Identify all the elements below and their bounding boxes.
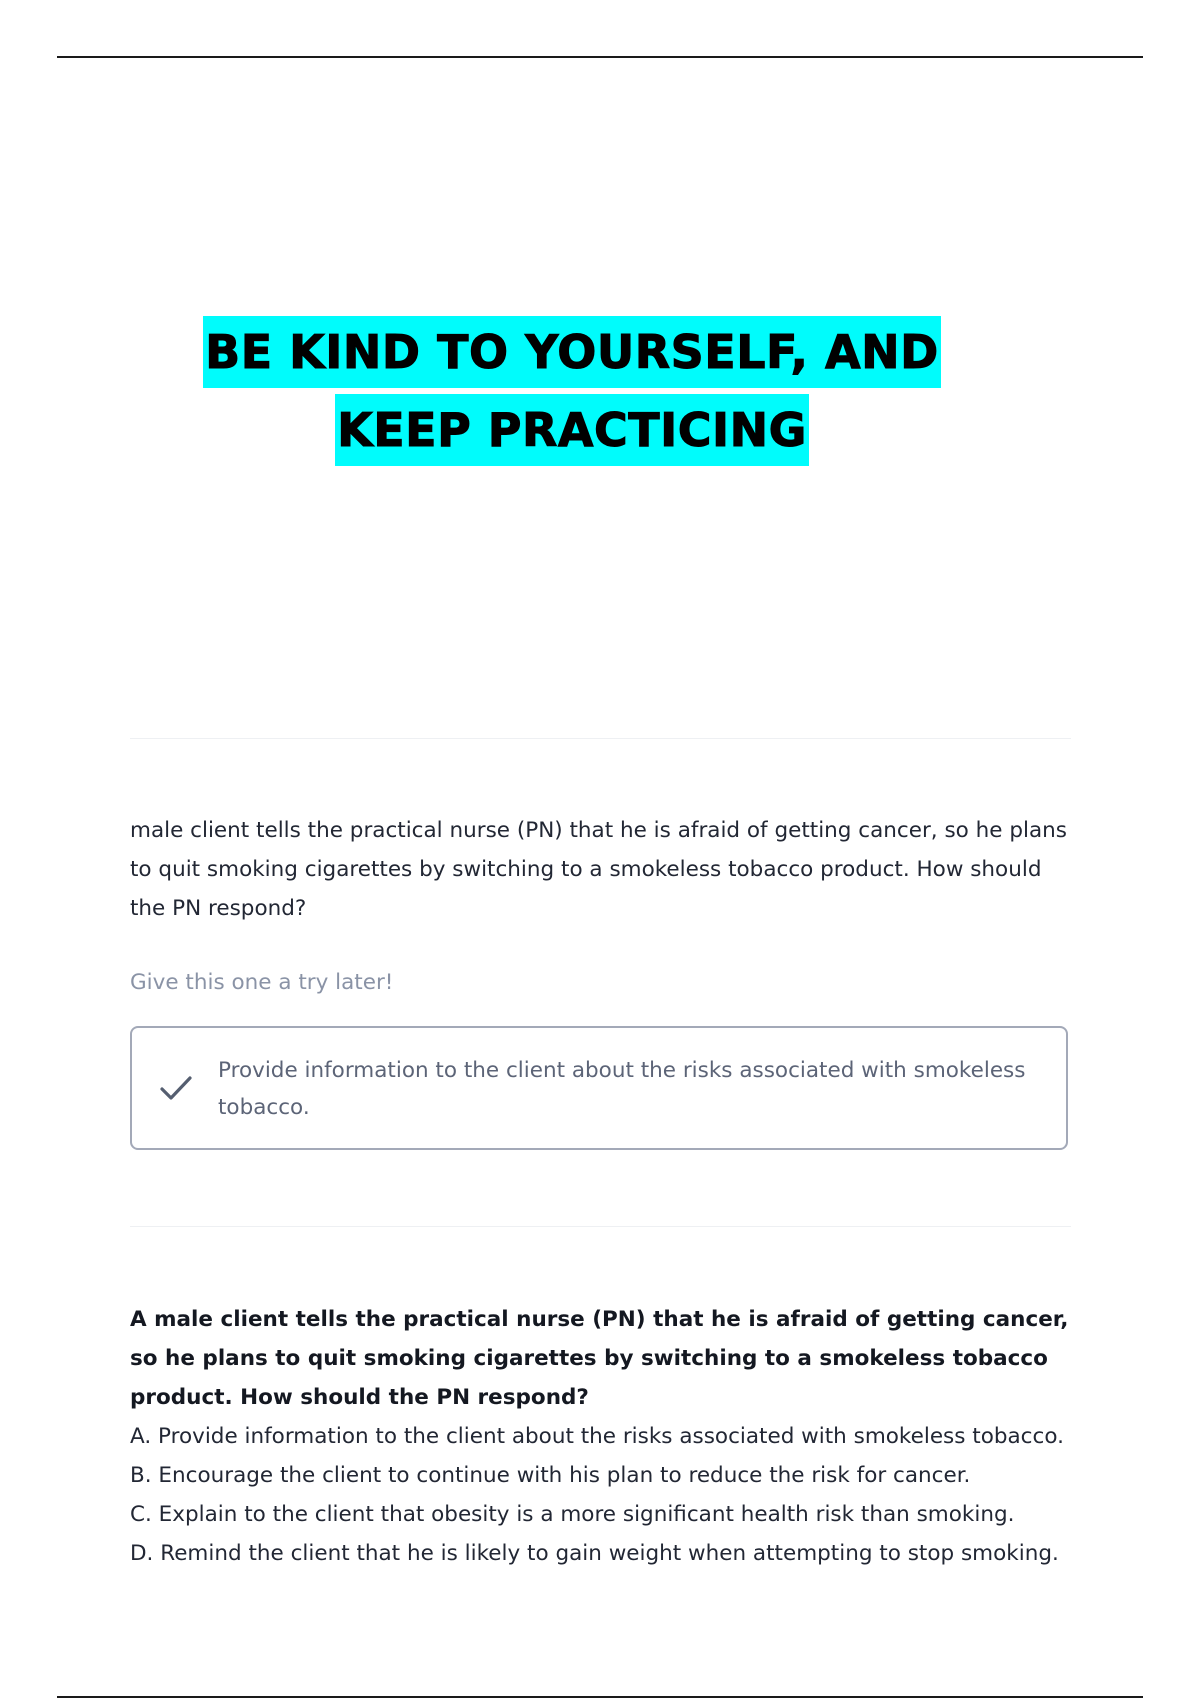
question-stem: A male client tells the practical nurse (PN) that he is afraid of getting cancer, so he plans to quit smoking cigarettes by switching to a smokeless tobacco product. How should the PN respond? [130,1307,1069,1410]
section-divider [130,738,1071,739]
banner-line-2: KEEP PRACTICING [335,394,809,466]
option-d: D. Remind the client that he is likely to gain weight when attempting to stop smoking. [130,1541,1059,1566]
section-divider [130,1226,1071,1227]
option-c: C. Explain to the client that obesity is a more significant health risk than smoking. [130,1502,1015,1527]
flashcard-status: Give this one a try later! [130,970,394,995]
bottom-rule [57,1696,1143,1698]
flashcard-answer-text: Provide information to the client about the risks associated with smokeless tobacco. [218,1058,1026,1120]
option-a: A. Provide information to the client about the risks associated with smokeless tobacco. [130,1424,1064,1449]
motivational-banner [0,316,1144,466]
question-block [130,1300,1080,1573]
flashcard-question: male client tells the practical nurse (PN) that he is afraid of getting cancer, so he plans to quit smoking cigarettes by switching to a smokeless tobacco product. How should the PN respond? [130,818,1067,921]
checkmark-icon [158,1072,194,1104]
banner-line-1: BE KIND TO YOURSELF, AND [203,316,941,388]
top-rule [57,56,1143,58]
flashcard-answer-card[interactable] [130,1026,1068,1150]
option-b: B. Encourage the client to continue with his plan to reduce the risk for cancer. [130,1463,971,1488]
